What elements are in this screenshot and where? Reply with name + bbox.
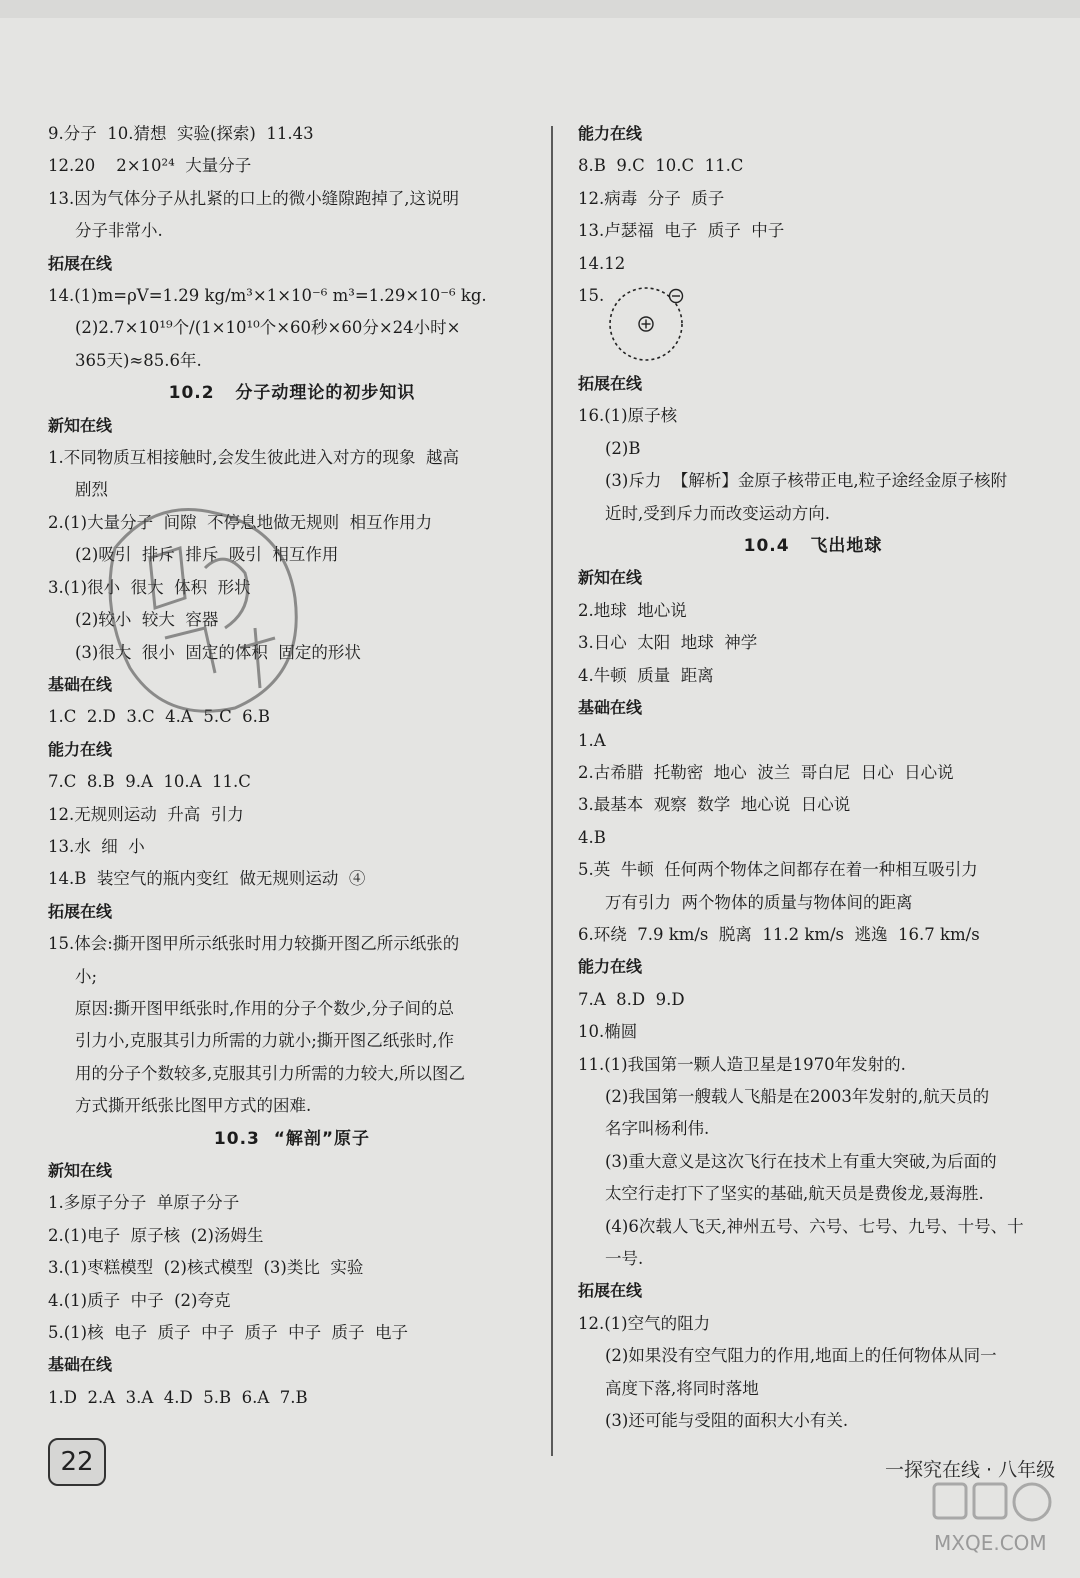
answer-line: 一号. <box>605 1249 644 1268</box>
answer-line: 小; <box>75 966 98 986</box>
subsection-heading: 基础在线 <box>48 1355 113 1375</box>
answer-line: 1.多原子分子 单原子分子 <box>48 1193 240 1213</box>
subsection-heading: 拓展在线 <box>48 901 113 921</box>
answer-line: 3.(1)很小 很大 体积 形状 <box>48 577 251 597</box>
answer-line: 365天)≈85.6年. <box>75 350 202 370</box>
answer-line: 万有引力 两个物体的质量与物体间的距离 <box>605 892 913 912</box>
answer-line: 7.C 8.B 9.A 10.A 11.C <box>48 772 251 792</box>
answer-line: 4.(1)质子 中子 (2)夸克 <box>48 1290 231 1310</box>
answer-line: 2.古希腊 托勒密 地心 波兰 哥白尼 日心 日心说 <box>578 762 954 782</box>
subsection-heading: 拓展在线 <box>48 253 113 273</box>
answer-line: 7.A 8.D 9.D <box>578 989 685 1009</box>
answer-line: 12.(1)空气的阻力 <box>578 1313 711 1333</box>
answer-line: 方式撕开纸张比图甲方式的困难. <box>75 1096 312 1116</box>
question-15-label: 15. <box>578 286 605 306</box>
subsection-heading: 拓展在线 <box>578 374 643 394</box>
answer-line: 3.最基本 观察 数学 地心说 日心说 <box>578 795 851 815</box>
subsection-heading: 基础在线 <box>578 698 643 718</box>
answer-line: 2.(1)大量分子 间隙 不停息地做无规则 相互作用力 <box>48 512 433 532</box>
subsection-heading: 基础在线 <box>48 674 113 694</box>
answer-line: 14.(1)m=ρV=1.29 kg/m³×1×10⁻⁶ m³=1.29×10⁻⁶ kg. <box>48 286 487 306</box>
answer-line: 10.椭圆 <box>578 1022 638 1042</box>
answer-line: 5.(1)核 电子 质子 中子 质子 中子 质子 电子 <box>48 1323 409 1343</box>
subsection-heading: 能力在线 <box>48 739 113 759</box>
answer-line: (2)我国第一艘载人飞船是在2003年发射的,航天员的 <box>605 1086 990 1106</box>
answer-line: (4)6次载人飞天,神州五号、六号、七号、九号、十号、十 <box>605 1216 1024 1236</box>
svg-text:MXQE.COM: MXQE.COM <box>934 1531 1047 1555</box>
answer-line: 13.因为气体分子从扎紧的口上的微小缝隙跑掉了,这说明 <box>48 188 459 208</box>
answer-line: 剧烈 <box>75 480 108 500</box>
answer-line: (3)重大意义是这次飞行在技术上有重大突破,为后面的 <box>605 1151 997 1171</box>
answer-page <box>0 18 1080 1578</box>
answer-line: 1.C 2.D 3.C 4.A 5.C 6.B <box>48 707 271 727</box>
answer-line: 3.日心 太阳 地球 神学 <box>578 633 758 653</box>
subsection-heading: 新知在线 <box>48 415 113 435</box>
answer-line: 13.卢瑟福 电子 质子 中子 <box>578 221 785 241</box>
corner-logo-icon <box>930 1478 1070 1558</box>
answer-line: 1.A <box>578 730 606 750</box>
answer-line: 高度下落,将同时落地 <box>605 1378 759 1398</box>
answer-line: 13.水 细 小 <box>48 836 145 856</box>
answer-line: (3)斥力 【解析】金原子核带正电,粒子途经金原子核附 <box>605 471 1008 491</box>
subsection-heading: 新知在线 <box>578 568 643 588</box>
subsection-heading: 能力在线 <box>578 124 643 143</box>
answer-line: (2)较小 较大 容器 <box>75 610 219 630</box>
answer-line: 名字叫杨利伟. <box>605 1119 710 1139</box>
answer-line: 15.体会:撕开图甲所示纸张时用力较撕开图乙所示纸张的 <box>48 934 460 954</box>
right-top-block <box>578 118 1048 280</box>
answer-line: 4.牛顿 质量 距离 <box>578 665 714 685</box>
right-column <box>578 118 1048 1437</box>
subsection-heading: 新知在线 <box>48 1161 113 1180</box>
answer-line: 1.不同物质互相接触时,会发生彼此进入对方的现象 越高 <box>48 448 459 468</box>
answer-line: 2.地球 地心说 <box>578 600 687 620</box>
answer-line: 3.(1)枣糕模型 (2)核式模型 (3)类比 实验 <box>48 1258 364 1278</box>
answer-line: 4.B <box>578 827 606 847</box>
answer-line: 引力小,克服其引力所需的力就小;撕开图乙纸张时,作 <box>75 1031 455 1051</box>
left-column <box>48 118 536 1414</box>
watermark-stamp-icon <box>95 488 325 728</box>
answer-line: (3)还可能与受阻的面积大小有关. <box>605 1411 849 1431</box>
answer-line: 14.12 <box>578 253 626 273</box>
section-title: 10.4 飞出地球 <box>743 536 883 557</box>
answer-line: 用的分子个数较多,克服其引力所需的力较大,所以图乙 <box>75 1063 465 1083</box>
footer-title: 一探究在线 · 八年级 <box>885 1459 1056 1481</box>
answer-line: 14.B 装空气的瓶内变红 做无规则运动 ④ <box>48 869 366 889</box>
answer-line: 近时,受到斥力而改变运动方向. <box>605 503 830 523</box>
answer-line: 12.20 2×10²⁴ 大量分子 <box>48 156 252 176</box>
answer-line: 2.(1)电子 原子核 (2)汤姆生 <box>48 1225 264 1245</box>
answer-line: 8.B 9.C 10.C 11.C <box>578 156 744 176</box>
answer-line: 6.环绕 7.9 km/s 脱离 11.2 km/s 逃逸 16.7 km/s <box>578 924 980 944</box>
answer-line: 12.无规则运动 升高 引力 <box>48 804 244 824</box>
atom-model-diagram <box>604 280 694 364</box>
column-divider <box>551 126 553 1456</box>
answer-line: 1.D 2.A 3.A 4.D 5.B 6.A 7.B <box>48 1387 308 1407</box>
section-title: 10.3 “解剖”原子 <box>213 1128 371 1149</box>
subsection-heading: 拓展在线 <box>578 1281 643 1301</box>
answer-line: 12.病毒 分子 质子 <box>578 188 725 208</box>
answer-line: (3)很大 很小 固定的体积 固定的形状 <box>75 642 361 662</box>
answer-line: 原因:撕开图甲纸张时,作用的分子个数少,分子间的总 <box>75 998 455 1018</box>
atom-diagram-row <box>578 280 1048 368</box>
answer-line: 16.(1)原子核 <box>578 406 678 426</box>
answer-line: (2)B <box>605 438 641 458</box>
answer-line: 9.分子 10.猜想 实验(探索) 11.43 <box>48 124 314 143</box>
answer-line: 分子非常小. <box>75 221 163 241</box>
answer-line: (2)吸引 排斥 排斥 吸引 相互作用 <box>75 545 339 565</box>
page-number: 22 <box>48 1438 106 1486</box>
answer-line: 太空行走打下了坚实的基础,航天员是费俊龙,聂海胜. <box>605 1184 984 1204</box>
right-bottom-block <box>578 368 1048 1437</box>
section-title: 10.2 分子动理论的初步知识 <box>168 383 416 404</box>
subsection-heading: 能力在线 <box>578 957 643 977</box>
answer-line: (2)2.7×10¹⁹个/(1×10¹⁰个×60秒×60分×24小时× <box>75 318 461 338</box>
answer-line: (2)如果没有空气阻力的作用,地面上的任何物体从同一 <box>605 1346 997 1366</box>
answer-line: 5.英 牛顿 任何两个物体之间都存在着一种相互吸引力 <box>578 860 978 880</box>
answer-line: 11.(1)我国第一颗人造卫星是1970年发射的. <box>578 1054 906 1074</box>
